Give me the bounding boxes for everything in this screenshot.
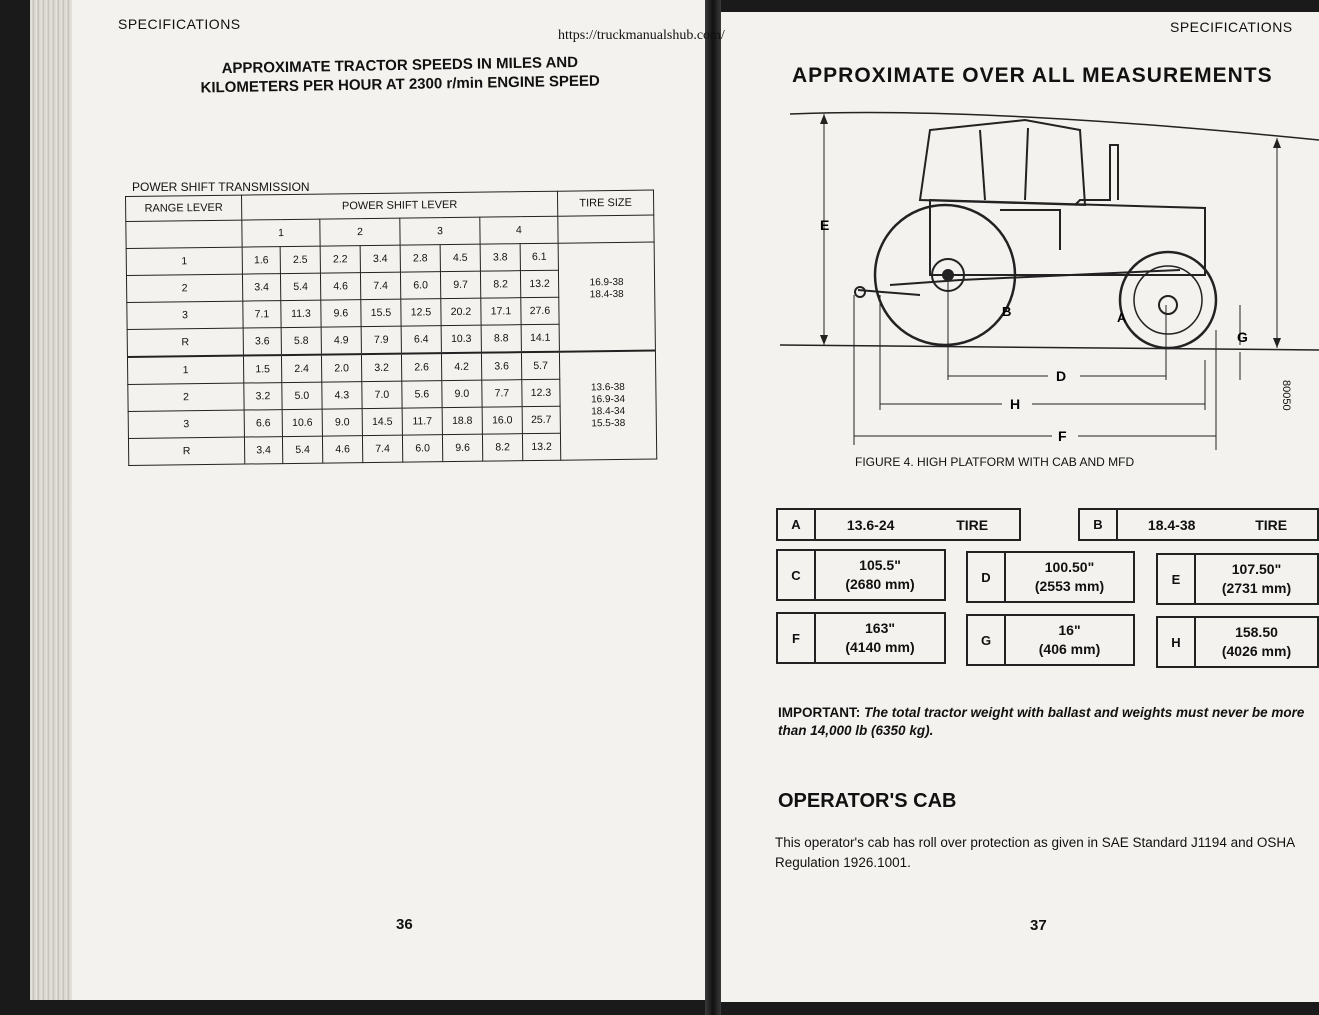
- speed-cell: 4.2: [441, 353, 481, 381]
- book-gutter: [705, 0, 721, 1015]
- measurement-mm: (4140 mm): [845, 639, 915, 655]
- diagram-code: 80050: [1280, 380, 1292, 411]
- speed-cell: 2.4: [281, 355, 321, 383]
- left-page: [30, 0, 708, 1000]
- speed-cell: 7.1: [243, 301, 281, 328]
- speed-cell: 2.2: [320, 246, 360, 273]
- important-label: IMPORTANT:: [778, 705, 861, 720]
- tire-box-a: [776, 508, 1021, 541]
- measurement-box-d: [966, 551, 1135, 603]
- speed-cell: 11.7: [402, 408, 442, 435]
- speed-cell: 27.6: [521, 297, 559, 324]
- measurement-inches: 105.5": [859, 557, 901, 573]
- lever-2-header: 2: [320, 218, 400, 246]
- tire-size: 16.9-34: [590, 393, 626, 405]
- measurements-title: APPROXIMATE OVER ALL MEASUREMENTS: [792, 64, 1273, 87]
- speed-cell: 8.8: [481, 325, 521, 353]
- tire-box-a-size: 13.6-24: [846, 516, 895, 533]
- speed-cell: 1.6: [242, 247, 280, 274]
- speed-cell: 6.6: [244, 410, 282, 437]
- tire-size-header: TIRE SIZE: [557, 190, 653, 216]
- diagram-label-b: B: [1002, 304, 1012, 319]
- table-row: [127, 351, 655, 385]
- measurement-letter: C: [778, 551, 816, 599]
- measurement-box-h: [1156, 616, 1319, 668]
- speed-cell: 9.6: [321, 300, 361, 327]
- measurement-letter: F: [778, 614, 816, 662]
- speed-title-line2: KILOMETERS PER HOUR AT 2300 r/min ENGINE SPEED: [200, 72, 600, 97]
- tire-size: 13.6-38: [590, 381, 625, 393]
- measurement-box-e: [1156, 553, 1319, 605]
- speed-cell: 3.2: [361, 354, 401, 382]
- speed-cell: 8.2: [482, 434, 522, 461]
- speed-title-line1: APPROXIMATE TRACTOR SPEEDS IN MILES AND: [221, 53, 579, 78]
- measurement-mm: (2731 mm): [1221, 580, 1292, 596]
- speed-cell: 7.4: [360, 272, 400, 299]
- speed-cell: 5.8: [281, 327, 321, 355]
- speed-cell: 4.6: [320, 273, 360, 300]
- measurement-letter: E: [1158, 555, 1196, 603]
- measurement-letter: H: [1158, 618, 1196, 666]
- diagram-label-e: E: [820, 217, 830, 233]
- range-lever-header: RANGE LEVER: [126, 195, 242, 221]
- speed-cell: 4.3: [322, 382, 362, 409]
- diagram-label-a: A: [1117, 310, 1127, 325]
- tire-box-b: [1078, 508, 1319, 541]
- tire-box-a-label: TIRE: [956, 516, 989, 533]
- speed-cell: 13.2: [522, 433, 560, 460]
- range-cell: 3: [127, 301, 243, 329]
- speed-cell: 6.4: [401, 326, 441, 354]
- cab-title: OPERATOR'S CAB: [778, 790, 957, 812]
- diagram-label-d: D: [1056, 368, 1067, 384]
- speed-cell: 25.7: [522, 406, 560, 433]
- speed-cell: 9.0: [442, 380, 482, 407]
- speed-cell: 3.4: [360, 245, 400, 272]
- tire-box-b-size: 18.4-38: [1147, 516, 1196, 533]
- lever-4-header: 4: [480, 216, 558, 244]
- speed-cell: 20.2: [441, 298, 481, 325]
- left-header: SPECIFICATIONS: [118, 16, 241, 32]
- range-cell: R: [127, 328, 243, 357]
- lever-3-header: 3: [400, 217, 480, 245]
- measurement-inches: 158.50: [1235, 624, 1278, 640]
- speed-cell: 10.3: [441, 325, 481, 353]
- range-cell: R: [128, 437, 244, 465]
- lever-1-header: 1: [242, 219, 320, 247]
- speed-cell: 3.2: [244, 383, 282, 410]
- measurement-letter: G: [968, 616, 1006, 664]
- range-cell: 2: [126, 274, 242, 302]
- measurement-inches: 107.50": [1231, 561, 1282, 577]
- figure-caption: FIGURE 4. HIGH PLATFORM WITH CAB AND MFD: [855, 455, 1135, 469]
- right-page-number: 37: [1030, 917, 1047, 934]
- speed-cell: 18.8: [442, 407, 482, 434]
- speed-cell: 3.4: [242, 274, 280, 301]
- measurement-mm: (2553 mm): [1034, 578, 1105, 594]
- speed-cell: 14.1: [521, 324, 559, 352]
- speed-cell: 7.0: [362, 381, 402, 408]
- speed-cell: 2.5: [280, 246, 320, 273]
- speed-cell: 12.5: [401, 299, 441, 326]
- speed-cell: 7.9: [361, 326, 401, 354]
- table-row: [126, 242, 654, 275]
- speed-cell: 5.7: [521, 352, 559, 380]
- speed-cell: 3.6: [243, 328, 281, 356]
- table-caption: POWER SHIFT TRANSMISSION: [132, 180, 310, 194]
- measurement-box-c: [776, 549, 946, 601]
- page-edges: [30, 0, 72, 1000]
- measurement-inches: 100.50": [1044, 559, 1095, 575]
- speed-cell: 13.2: [520, 270, 558, 297]
- speed-cell: 4.6: [322, 436, 362, 463]
- speed-cell: 1.5: [243, 355, 281, 383]
- speed-cell: 2.8: [400, 245, 440, 272]
- range-cell: 1: [127, 356, 243, 385]
- measurement-box-g: [966, 614, 1135, 666]
- speed-cell: 14.5: [362, 408, 402, 435]
- diagram-label-h: H: [1010, 396, 1021, 412]
- power-shift-header: POWER SHIFT LEVER: [241, 191, 557, 220]
- tire-box-b-letter: B: [1080, 510, 1118, 539]
- speed-cell: 2.6: [401, 353, 441, 381]
- speed-cell: 5.0: [282, 382, 322, 409]
- measurement-inches: 163": [865, 620, 895, 636]
- speed-cell: 9.0: [322, 409, 362, 436]
- tire-size: 18.4-38: [589, 288, 624, 301]
- speed-cell: 10.6: [282, 409, 322, 436]
- important-note: [778, 704, 1318, 740]
- speed-cell: 6.0: [402, 435, 442, 462]
- range-cell: 3: [128, 410, 244, 438]
- measurement-inches: 16": [1058, 622, 1081, 638]
- tire-size: 15.5-38: [591, 417, 626, 429]
- speed-cell: 7.4: [362, 435, 402, 462]
- tire-size: 18.4-34: [591, 405, 626, 417]
- range-cell: 2: [128, 383, 244, 411]
- tire-box-a-letter: A: [778, 510, 816, 539]
- speed-cell: 4.5: [440, 244, 480, 271]
- speed-cell: 4.9: [321, 327, 361, 355]
- tire-size: 16.9-38: [589, 276, 624, 289]
- speed-cell: 7.7: [482, 380, 522, 407]
- speed-cell: 5.4: [280, 273, 320, 300]
- measurement-letter: D: [968, 553, 1006, 601]
- measurement-mm: (2680 mm): [845, 576, 915, 592]
- speed-cell: 6.0: [400, 272, 440, 299]
- source-url[interactable]: https://truckmanualshub.com/: [558, 28, 725, 43]
- speed-cell: 3.4: [244, 437, 282, 464]
- speed-cell: 3.8: [480, 244, 520, 271]
- measurement-mm: (406 mm): [1038, 641, 1101, 657]
- speed-cell: 9.6: [442, 434, 482, 461]
- speed-cell: 8.2: [480, 271, 520, 298]
- speed-cell: 15.5: [361, 299, 401, 326]
- speed-table: [125, 190, 657, 466]
- tire-size-cell: [558, 242, 655, 352]
- speed-cell: 17.1: [481, 298, 521, 325]
- tractor-diagram: [780, 100, 1319, 455]
- speed-cell: 5.6: [402, 381, 442, 408]
- diagram-label-f: F: [1058, 428, 1067, 444]
- range-cell: 1: [126, 247, 242, 275]
- speed-cell: 9.7: [440, 271, 480, 298]
- speed-cell: 12.3: [522, 379, 560, 406]
- speed-cell: 5.4: [282, 436, 322, 463]
- right-header: SPECIFICATIONS: [1170, 19, 1293, 35]
- speed-cell: 16.0: [482, 407, 522, 434]
- tire-size-cell: [559, 351, 656, 461]
- diagram-label-g: G: [1237, 329, 1248, 345]
- measurement-mm: (4026 mm): [1221, 643, 1292, 659]
- speed-cell: 3.6: [481, 352, 521, 380]
- speed-cell: 11.3: [281, 300, 321, 327]
- important-text: The total tractor weight with ballast and weights must never be more than 14,000 lb (6350 kg).: [778, 705, 1305, 738]
- cab-text: This operator's cab has roll over protection as given in SAE Standard J1194 and OSHA Regulation 1926.1001.: [775, 835, 1295, 870]
- tire-box-b-label: TIRE: [1255, 516, 1288, 533]
- speed-cell: 2.0: [321, 354, 361, 382]
- speed-cell: 6.1: [520, 243, 558, 270]
- measurement-box-f: [776, 612, 946, 664]
- left-page-number: 36: [396, 916, 413, 933]
